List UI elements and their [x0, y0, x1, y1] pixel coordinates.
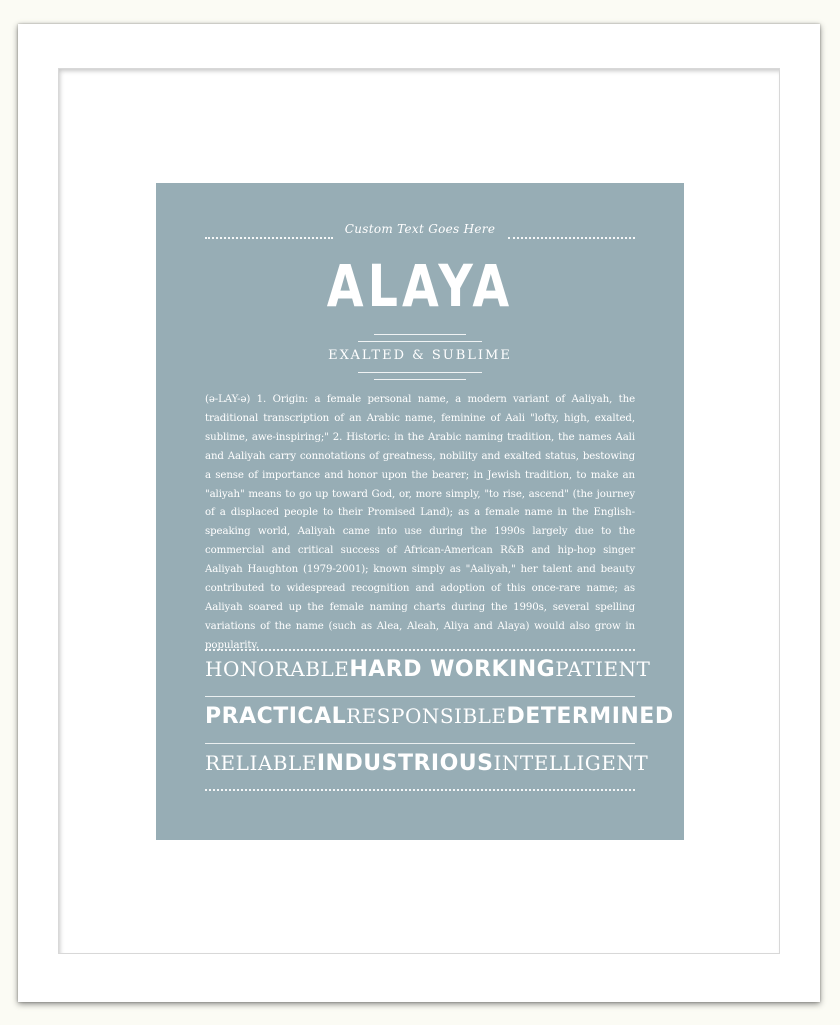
top-left-dotted-divider: [205, 237, 333, 239]
trait-word: INDUSTRIOUS: [316, 751, 494, 776]
trait-word: PATIENT: [555, 657, 651, 681]
meaning-underline-rule-2: [374, 379, 466, 380]
trait-word: INTELLIGENT: [493, 751, 649, 775]
name-meaning: EXALTED & SUBLIME: [328, 348, 512, 363]
traits-separator-1: [205, 696, 635, 697]
meaning-underline-rule-1: [358, 372, 482, 373]
trait-word: DETERMINED: [506, 704, 674, 729]
top-right-dotted-divider: [508, 237, 635, 239]
traits-top-dotted-divider: [205, 649, 635, 651]
trait-word: HONORABLE: [205, 657, 350, 681]
trait-word: PRACTICAL: [205, 704, 347, 729]
name-print: [156, 183, 684, 840]
trait-word: HARD WORKING: [349, 657, 556, 682]
name-underline-rule-2: [358, 341, 482, 342]
name-underline-rule-1: [374, 334, 466, 335]
name-title: ALAYA: [326, 252, 514, 320]
custom-text: Custom Text Goes Here: [344, 222, 496, 236]
traits-bottom-dotted-divider: [205, 789, 635, 791]
trait-word: RESPONSIBLE: [346, 704, 507, 728]
traits-row-2: [205, 704, 674, 729]
traits-row-3: [205, 751, 649, 776]
traits-row-1: [205, 657, 651, 682]
trait-word: RELIABLE: [205, 751, 317, 775]
traits-separator-2: [205, 743, 635, 744]
name-definition: (ə-LAY-ə) 1. Origin: a female personal name, a modern variant of Aaliyah, the traditional transcription of an Arabic name, feminine of Aali "lofty, high, exalted, sublime, awe-inspiring;" 2. Historic: in the Arabic naming tradition, the names Aali and Aaliyah carry connotations of greatness, nobility and exalted status, bestowing a sense of importance and honor upon the bearer; in Jewish tradition, to make an "aliyah" means to go up toward God, or, more simply, "to rise, ascend" (the journey of a displaced people to their Promised Land); as a female name in the English-speaking world, Aaliyah came into use during the 1990s largely due to the commercial and critical success of African-American R&B and hip-hop singer Aaliyah Haughton (1979-2001); known simply as "Aaliyah," her talent and beauty contributed to widespread recognition and adoption of this once-rare name; as Aaliyah soared up the female naming charts during the 1990s, several spelling variations of the name (such as Alea, Aleah, Aliya and Alaya) would also grow in popularity.: [205, 394, 635, 651]
